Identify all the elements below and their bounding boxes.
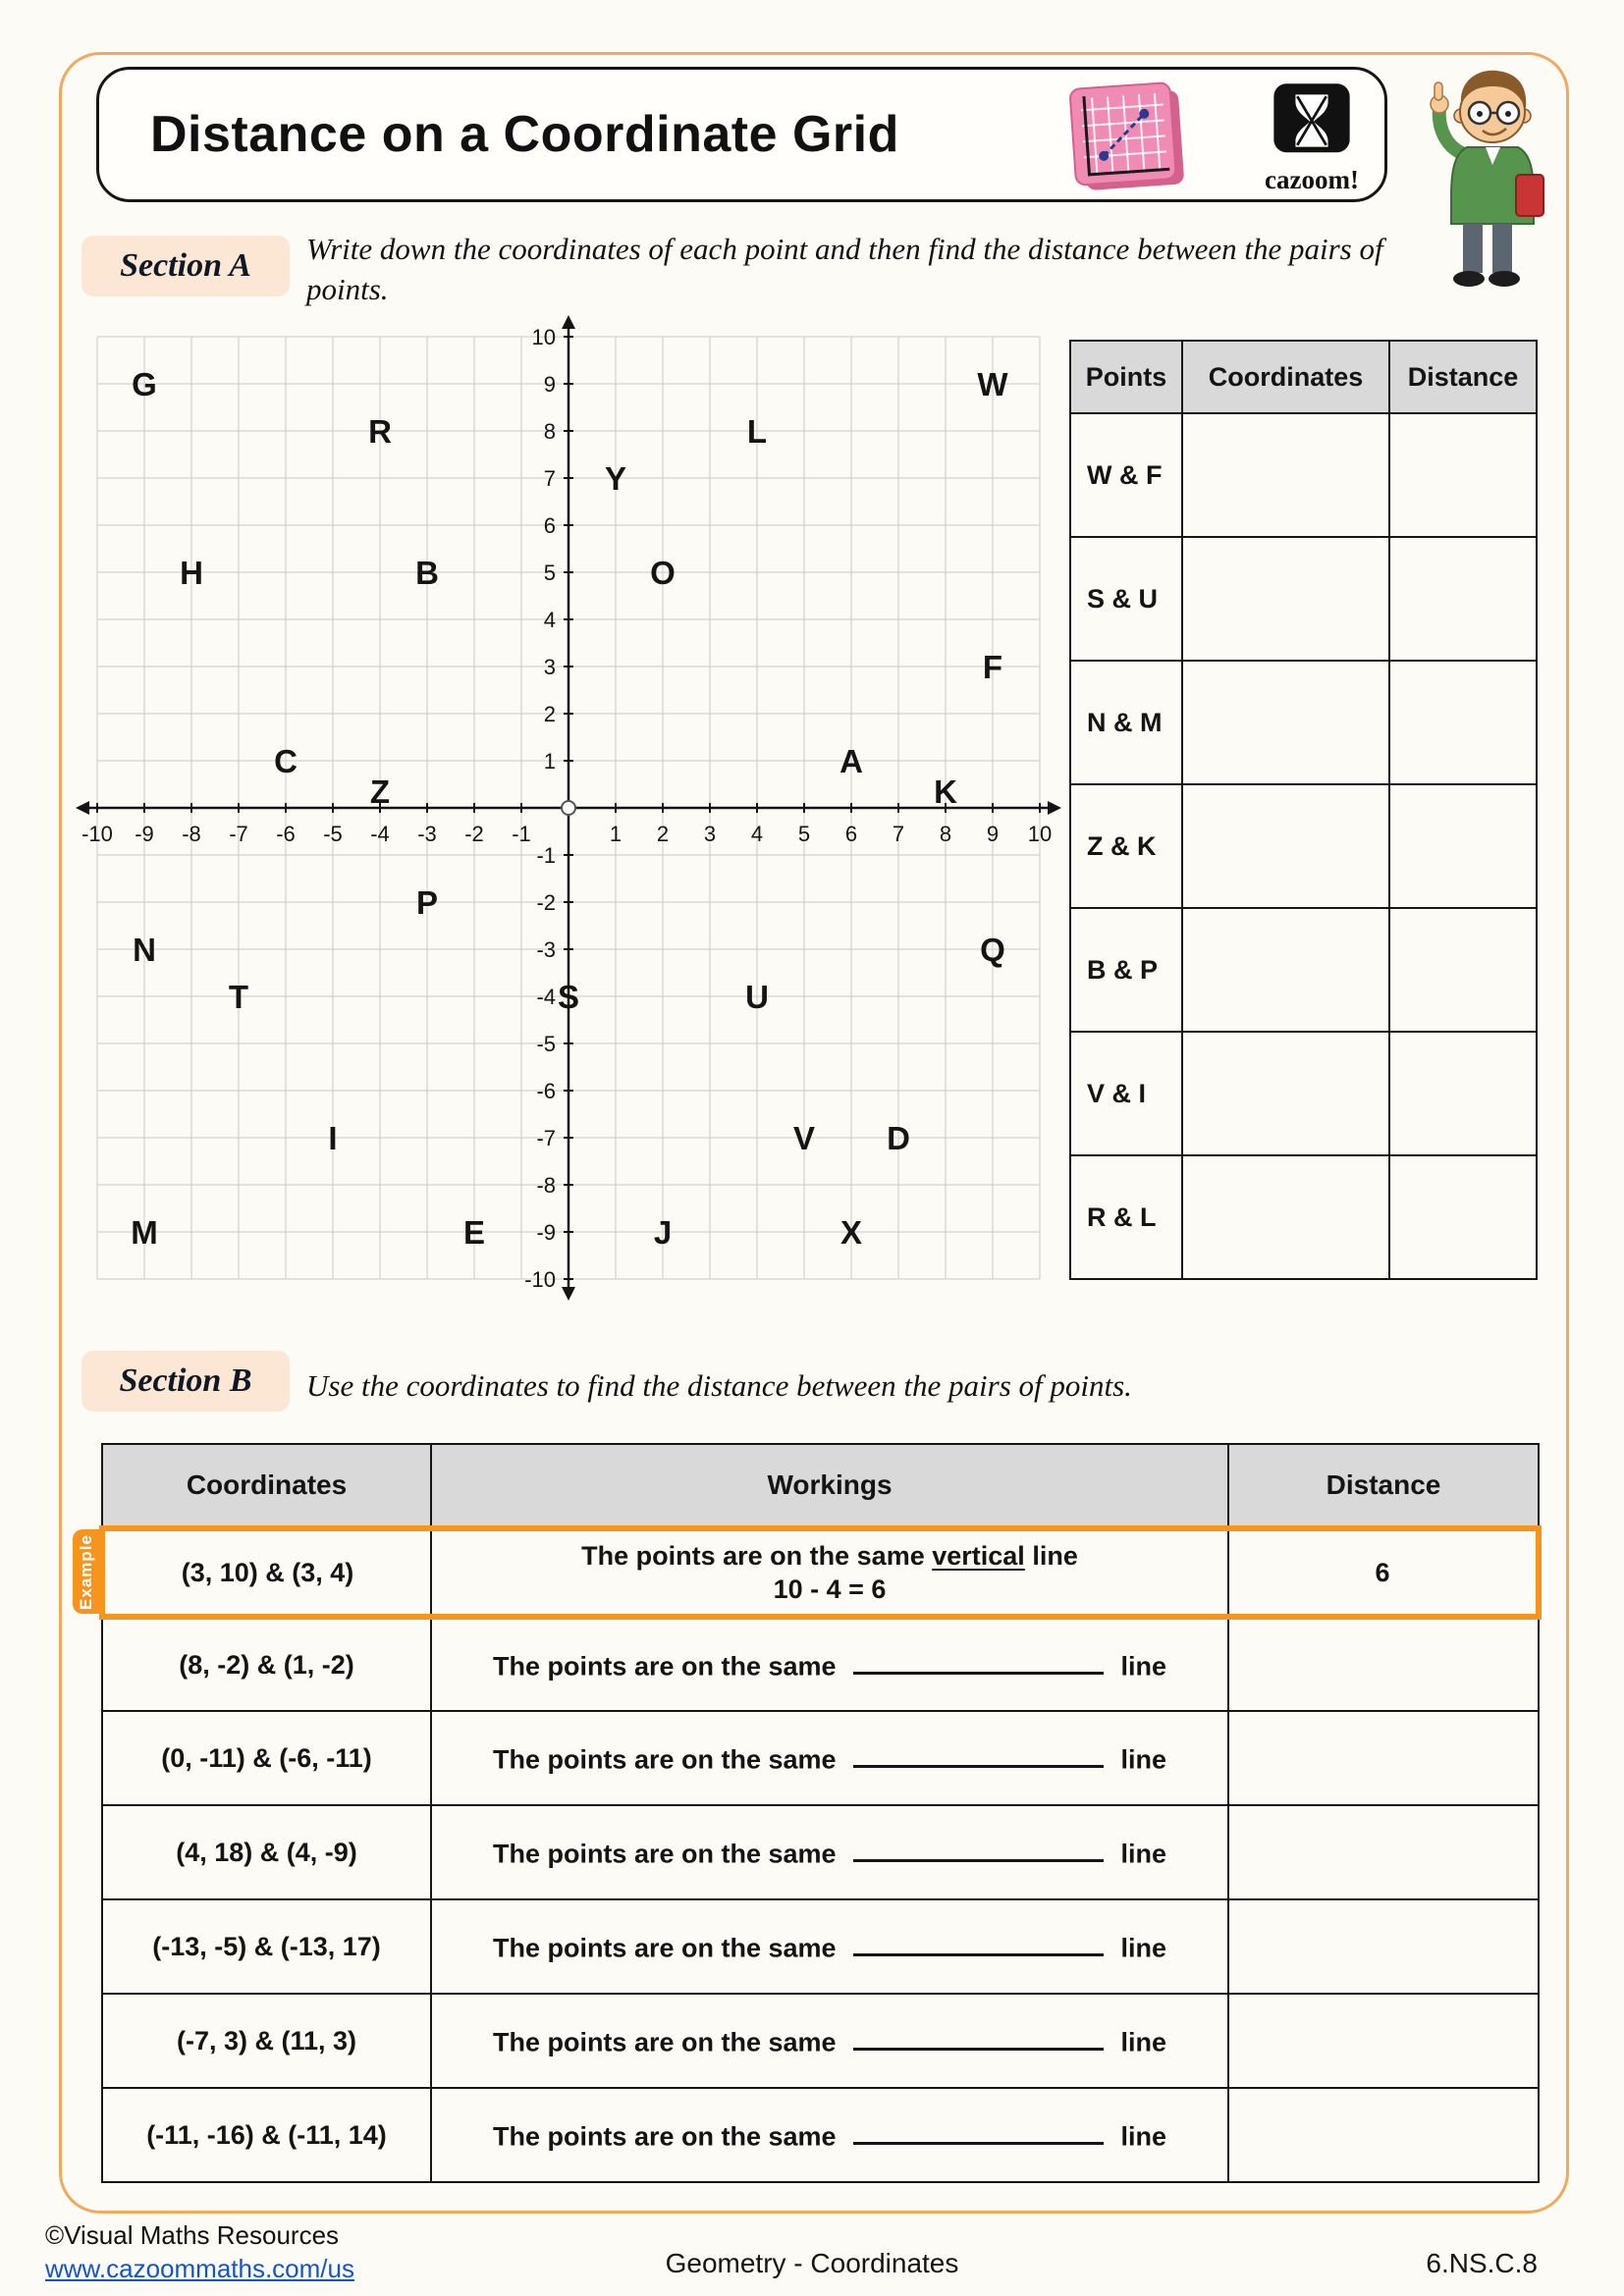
col-header-points: Points [1070, 341, 1182, 413]
workings-suffix: line [1113, 2121, 1167, 2152]
table-header-row [1070, 341, 1537, 413]
workings-prefix: The points are on the same [492, 1744, 844, 1775]
footer-standard: 6.NS.C.8 [1426, 2248, 1538, 2278]
y-tick-label: 9 [543, 372, 556, 397]
example-distance: 6 [1228, 1528, 1539, 1617]
x-tick-label: -1 [512, 822, 531, 846]
example-row [102, 1528, 1539, 1617]
section-a-answer-table [1069, 340, 1538, 1280]
points-pair-label: B & P [1070, 908, 1182, 1032]
grid-point-L: L [746, 413, 768, 450]
grid-point-J: J [653, 1214, 673, 1251]
grid-point-B: B [415, 555, 439, 591]
grid-point-A: A [839, 743, 863, 779]
grid-point-Z: Z [369, 774, 391, 810]
workings-prefix: The points are on the same [581, 1540, 925, 1571]
cazoom-logo-mark [1267, 83, 1357, 158]
x-tick-label: 10 [1027, 822, 1053, 846]
title-box [96, 67, 1387, 202]
example-tab [73, 1529, 99, 1614]
example-workings [431, 1528, 1228, 1617]
workings-prefix: The points are on the same [492, 1651, 844, 1682]
grid-point-X: X [839, 1214, 863, 1251]
points-pair-row [1070, 537, 1537, 661]
workings-cell [431, 1994, 1228, 2088]
grid-point-W: W [977, 366, 1008, 402]
workings-answer-blank[interactable] [853, 1836, 1104, 1863]
x-tick-label: -5 [323, 822, 343, 846]
workings-row [102, 1711, 1539, 1805]
workings-cell [431, 2088, 1228, 2182]
distance-answer-cell[interactable] [1389, 784, 1537, 908]
workings-cell [431, 1805, 1228, 1899]
y-tick-label: 6 [543, 513, 556, 538]
y-tick-label: 3 [543, 655, 556, 679]
workings-suffix: line [1113, 2027, 1167, 2057]
section-a-instruction: Write down the coordinates of each point and then find the distance between the pairs of points. [306, 232, 1383, 306]
x-tick-label: -10 [81, 822, 113, 846]
x-tick-label: 4 [750, 822, 764, 846]
distance-answer-cell[interactable] [1228, 1899, 1539, 1994]
copyright-text: ©Visual Maths Resources [45, 2220, 340, 2250]
x-tick-label: 1 [609, 822, 623, 846]
distance-answer-cell[interactable] [1389, 1032, 1537, 1155]
grid-icon-graphic [1067, 80, 1191, 197]
points-pair-label: N & M [1070, 661, 1182, 784]
axis-arrowhead [562, 315, 575, 329]
x-tick-label: -6 [276, 822, 296, 846]
y-tick-label: 2 [543, 702, 556, 726]
coordinates-answer-cell[interactable] [1182, 784, 1389, 908]
points-pair-row [1070, 1032, 1537, 1155]
x-tick-label: 8 [939, 822, 952, 846]
points-pair-label: S & U [1070, 537, 1182, 661]
grid-point-O: O [650, 555, 676, 591]
coordinates-pair: (-7, 3) & (11, 3) [102, 1994, 431, 2088]
points-pair-row [1070, 1155, 1537, 1279]
cazoom-logo-text: cazoom! [1265, 165, 1359, 194]
section-b-table-body [102, 1528, 1539, 2182]
distance-answer-cell[interactable] [1228, 1805, 1539, 1899]
coordinates-pair: (4, 18) & (4, -9) [102, 1805, 431, 1899]
grid-point-E: E [462, 1214, 486, 1251]
x-tick-label: 5 [797, 822, 811, 846]
example-workings-line1 [432, 1541, 1227, 1572]
points-pair-label: V & I [1070, 1032, 1182, 1155]
workings-cell [431, 1711, 1228, 1805]
grid-point-Y: Y [604, 460, 627, 497]
workings-row [102, 1994, 1539, 2088]
x-tick-label: 9 [986, 822, 1000, 846]
coordinates-pair: (-13, -5) & (-13, 17) [102, 1899, 431, 1994]
coordinates-answer-cell[interactable] [1182, 661, 1389, 784]
workings-suffix: line [1032, 1540, 1078, 1571]
x-tick-label: 7 [892, 822, 905, 846]
y-tick-label: -3 [536, 937, 556, 962]
points-pair-row [1070, 413, 1537, 537]
distance-answer-cell[interactable] [1228, 2088, 1539, 2182]
y-tick-label: 1 [543, 749, 556, 774]
workings-row [102, 1805, 1539, 1899]
teacher-graphic [1402, 59, 1571, 294]
x-tick-label: 6 [844, 822, 858, 846]
workings-cell [431, 1617, 1228, 1711]
workings-row [102, 1617, 1539, 1711]
footer-topic: Geometry - Coordinates [665, 2248, 959, 2278]
coordinates-answer-cell[interactable] [1182, 537, 1389, 661]
axis-arrowhead [76, 801, 89, 815]
x-tick-label: -4 [370, 822, 390, 846]
x-tick-label: -8 [182, 822, 201, 846]
workings-row [102, 1899, 1539, 1994]
y-tick-label: -8 [536, 1173, 556, 1198]
workings-answer-blank[interactable] [853, 2024, 1104, 2052]
points-pair-row [1070, 661, 1537, 784]
coordinates-pair: (-11, -16) & (-11, 14) [102, 2088, 431, 2182]
workings-suffix: line [1113, 1933, 1167, 1963]
coordinates-answer-cell[interactable] [1182, 1032, 1389, 1155]
workings-suffix: line [1113, 1744, 1167, 1775]
section-b-table [99, 1443, 1542, 2183]
grid-point-M: M [131, 1214, 158, 1251]
points-pair-row [1070, 784, 1537, 908]
points-pair-label: Z & K [1070, 784, 1182, 908]
y-tick-label: -6 [536, 1079, 556, 1103]
workings-prefix: The points are on the same [492, 2121, 844, 2152]
coordinates-pair: (8, -2) & (1, -2) [102, 1617, 431, 1711]
workings-answer-blank[interactable] [853, 1930, 1104, 1957]
distance-answer-cell[interactable] [1228, 1711, 1539, 1805]
col-header-distance: Distance [1389, 341, 1537, 413]
x-tick-label: 3 [703, 822, 717, 846]
section-b-instruction: Use the coordinates to find the distance between the pairs of points. [306, 1368, 1132, 1403]
grid-point-T: T [228, 979, 249, 1015]
y-tick-label: -9 [536, 1220, 556, 1245]
workings-prefix: The points are on the same [492, 1839, 844, 1869]
distance-answer-cell[interactable] [1228, 1617, 1539, 1711]
example-coordinates: (3, 10) & (3, 4) [102, 1528, 431, 1617]
points-pair-row [1070, 908, 1537, 1032]
col-header-coordinates: Coordinates [102, 1444, 431, 1528]
y-tick-label: 8 [543, 419, 556, 444]
workings-answer-blank[interactable] [853, 2118, 1104, 2146]
workings-answer-blank[interactable] [853, 1648, 1104, 1676]
x-tick-label: -7 [229, 822, 248, 846]
distance-answer-cell[interactable] [1389, 661, 1537, 784]
workings-row [102, 2088, 1539, 2182]
section-a-label: Section A [81, 236, 290, 296]
workings-suffix: line [1113, 1839, 1167, 1869]
workings-prefix: The points are on the same [492, 2027, 844, 2057]
col-header-coordinates: Coordinates [1182, 341, 1389, 413]
example-workings-line2: 10 - 4 = 6 [773, 1574, 887, 1604]
distance-answer-cell[interactable] [1389, 537, 1537, 661]
coordinate-grid-icon [1067, 80, 1191, 197]
axis-arrowhead [1048, 801, 1061, 815]
x-tick-label: -2 [464, 822, 484, 846]
x-tick-label: 2 [656, 822, 670, 846]
y-tick-label: -2 [536, 890, 556, 915]
distance-answer-cell[interactable] [1389, 413, 1537, 537]
grid-point-H: H [180, 555, 203, 591]
coordinates-answer-cell[interactable] [1182, 1155, 1389, 1279]
grid-point-R: R [368, 413, 392, 450]
x-tick-label: -9 [135, 822, 154, 846]
points-pair-label: W & F [1070, 413, 1182, 537]
grid-point-F: F [982, 649, 1003, 685]
grid-point-D: D [887, 1120, 910, 1156]
grid-point-U: U [745, 979, 769, 1015]
axis-arrowhead [562, 1287, 575, 1301]
teacher-illustration [1402, 59, 1571, 294]
coordinates-answer-cell[interactable] [1182, 413, 1389, 537]
grid-point-I: I [328, 1120, 338, 1156]
distance-answer-cell[interactable] [1228, 1994, 1539, 2088]
workings-cell [431, 1899, 1228, 1994]
page-title: Distance on a Coordinate Grid [150, 106, 899, 163]
grid-point-G: G [132, 366, 157, 402]
col-header-distance: Distance [1228, 1444, 1539, 1528]
col-header-workings: Workings [431, 1444, 1228, 1528]
points-pair-label: R & L [1070, 1155, 1182, 1279]
grid-point-K: K [934, 774, 957, 810]
table-header-row [102, 1444, 1539, 1528]
y-tick-label: 10 [531, 325, 556, 349]
coordinates-pair: (0, -11) & (-6, -11) [102, 1711, 431, 1805]
y-tick-label: -10 [524, 1267, 556, 1292]
coordinate-grid [58, 315, 1069, 1308]
workings-prefix: The points are on the same [492, 1933, 844, 1963]
workings-suffix: line [1113, 1651, 1167, 1682]
y-tick-label: -5 [536, 1032, 556, 1056]
example-tab-label: Example [76, 1533, 95, 1610]
grid-point-S: S [557, 979, 580, 1015]
x-tick-label: -3 [417, 822, 437, 846]
grid-point-V: V [792, 1120, 816, 1156]
grid-point-N: N [133, 932, 156, 968]
section-b-label: Section B [81, 1351, 290, 1412]
distance-answer-cell[interactable] [1389, 1155, 1537, 1279]
website-link[interactable]: www.cazoommaths.com/us [45, 2254, 354, 2283]
grid-point-C: C [274, 743, 298, 779]
y-tick-label: 7 [543, 466, 556, 491]
workings-answer-blank[interactable] [853, 1741, 1104, 1769]
y-tick-label: 5 [543, 561, 556, 585]
section-a-table-body [1070, 413, 1537, 1279]
grid-point-Q: Q [980, 932, 1005, 968]
origin-marker [562, 801, 575, 815]
distance-answer-cell[interactable] [1389, 908, 1537, 1032]
workings-keyword: vertical [932, 1540, 1025, 1571]
grid-point-P: P [415, 884, 439, 921]
y-tick-label: -4 [536, 985, 556, 1009]
coordinates-answer-cell[interactable] [1182, 908, 1389, 1032]
y-tick-label: 4 [543, 608, 556, 632]
y-tick-label: -7 [536, 1126, 556, 1150]
cazoom-logo [1250, 83, 1374, 195]
y-tick-label: -1 [536, 843, 556, 868]
